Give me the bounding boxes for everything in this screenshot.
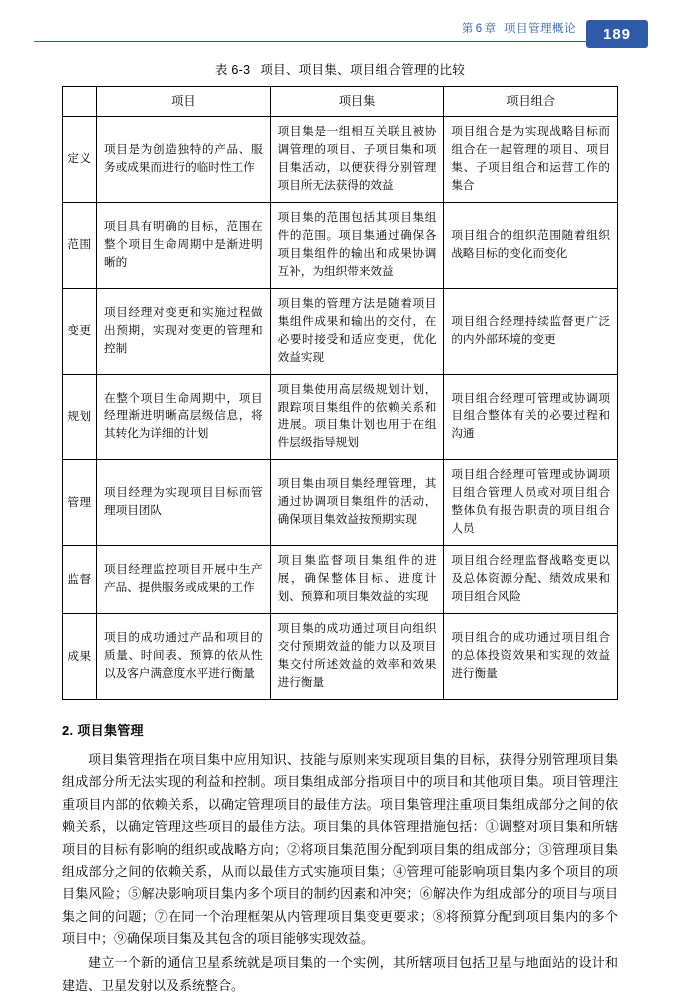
- comparison-table: [62, 86, 618, 700]
- row-cell-portfolio: 项目组合经理监督战略变更以及总体资源分配、绩效成果和项目组合风险: [444, 546, 618, 614]
- row-cell-portfolio: 项目组合是为实现战略目标而组合在一起管理的项目、项目集、子项目组合和运营工作的集合: [444, 116, 618, 202]
- table-header-project: 项目: [97, 87, 271, 117]
- row-cell-portfolio: 项目组合的成功通过项目组合的总体投资效果和实现的效益进行衡量: [444, 614, 618, 700]
- row-cell-program: 项目集的成功通过项目向组织交付预期效益的能力以及项目集交付所述效益的效率和效果进行衡量: [270, 614, 444, 700]
- table-row: [63, 288, 618, 374]
- row-cell-project: 项目是为创造独特的产品、服务或成果而进行的临时性工作: [97, 116, 271, 202]
- row-cell-portfolio: 项目组合经理可管理或协调项目组合管理人员或对项目组合整体负有报告职责的项目组合人员: [444, 460, 618, 546]
- table-header-row: [63, 87, 618, 117]
- table-header-portfolio: 项目组合: [444, 87, 618, 117]
- page-header: [34, 12, 646, 46]
- row-cell-program: 项目集由项目集经理管理，其通过协调项目集组件的活动，确保项目集效益按预期实现: [270, 460, 444, 546]
- table-caption-label: 表 6-3: [214, 63, 251, 77]
- table-caption: [0, 60, 680, 78]
- section-program-management: [62, 720, 618, 997]
- row-cell-project: 项目具有明确的目标，范围在整个项目生命周期中是渐进明晰的: [97, 202, 271, 288]
- row-cell-portfolio: 项目组合经理持续监督更广泛的内外部环境的变更: [444, 288, 618, 374]
- table-header-corner: [63, 87, 97, 117]
- table-row: [63, 460, 618, 546]
- row-cell-program: 项目集使用高层级规划计划，跟踪项目集组件的依赖关系和进展。项目集计划也用于在组件层级指导规划: [270, 374, 444, 460]
- table-body: [63, 116, 618, 699]
- section-heading: 2. 项目集管理: [62, 723, 144, 739]
- row-cell-program: 项目集的管理方法是随着项目集组件成果和输出的交付，在必要时接受和适应变更，优化效益实现: [270, 288, 444, 374]
- row-label: 规划: [63, 374, 97, 460]
- table-header: [63, 87, 618, 117]
- section-paragraph: 建立一个新的通信卫星系统就是项目集的一个实例，其所辖项目包括卫星与地面站的设计和建造、卫星发射以及系统整合。: [62, 955, 618, 993]
- page-number: 189: [586, 20, 648, 48]
- row-label: 管理: [63, 460, 97, 546]
- row-cell-program: 项目集监督项目集组件的进展，确保整体目标、进度计划、预算和项目集效益的实现: [270, 546, 444, 614]
- row-cell-program: 项目集的范围包括其项目集组件的范围。项目集通过确保各项目集组件的输出和成果协调互补，为组织带来效益: [270, 202, 444, 288]
- table-row: [63, 546, 618, 614]
- table-row: [63, 614, 618, 700]
- section-paragraph: 项目集管理指在项目集中应用知识、技能与原则来实现项目集的目标，获得分别管理项目集组成部分所无法实现的利益和控制。项目集组成部分指项目中的项目和其他项目集。项目管理注重项目内部的依赖关系，以确定管理项目的最佳方法。项目集管理注重项目集组成部分之间的依赖关系，以确定管理这些项目的最佳方法。项目集的具体管理措施包括：①调整对项目集和所辖项目的目标有影响的组织或战略方向；②将项目集范围分配到项目集的组成部分；③管理项目集组成部分之间的依赖关系，从而以最佳方式实施项目集；④管理可能影响项目集内多个项目的项目集风险；⑤解决影响项目集内多个项目的制约因素和冲突；⑥解决作为组成部分的项目与项目集之间的问题；⑦在同一个治理框架从内管理项目集变更要求；⑧将预算分配到项目集内的多个项目中；⑨确保项目集及其包含的项目能够实现效益。: [62, 752, 618, 946]
- row-cell-project: 项目经理监控项目开展中生产产品、提供服务或成果的工作: [97, 546, 271, 614]
- table-row: [63, 116, 618, 202]
- header-chapter-name: 项目管理概论: [504, 23, 576, 35]
- row-cell-portfolio: 项目组合经理可管理或协调项目组合整体有关的必要过程和沟通: [444, 374, 618, 460]
- document-page: [0, 12, 680, 993]
- header-chapter-number: 6: [475, 23, 483, 35]
- row-cell-portfolio: 项目组合的组织范围随着组织战略目标的变化而变化: [444, 202, 618, 288]
- header-chapter-prefix: 第: [461, 23, 474, 35]
- row-cell-program: 项目集是一组相互关联且被协调管理的项目、子项目集和项目集活动，以便获得分别管理项目所无法获得的效益: [270, 116, 444, 202]
- header-chapter-title: [462, 20, 576, 36]
- row-label: 变更: [63, 288, 97, 374]
- row-label: 成果: [63, 614, 97, 700]
- row-label: 定义: [63, 116, 97, 202]
- table-caption-title: 项目、项目集、项目组合管理的比较: [260, 63, 466, 77]
- row-cell-project: 在整个项目生命周期中，项目经理渐进明晰高层级信息，将其转化为详细的计划: [97, 374, 271, 460]
- header-chapter-suffix: 章: [484, 23, 497, 35]
- row-cell-project: 项目经理为实现项目目标而管理项目团队: [97, 460, 271, 546]
- row-label: 范围: [63, 202, 97, 288]
- table-header-program: 项目集: [270, 87, 444, 117]
- comparison-table-wrapper: [62, 86, 618, 700]
- row-label: 监督: [63, 546, 97, 614]
- row-cell-project: 项目的成功通过产品和项目的质量、时间表、预算的依从性以及客户满意度水平进行衡量: [97, 614, 271, 700]
- table-row: [63, 202, 618, 288]
- table-row: [63, 374, 618, 460]
- header-divider: [34, 41, 646, 42]
- row-cell-project: 项目经理对变更和实施过程做出预期，实现对变更的管理和控制: [97, 288, 271, 374]
